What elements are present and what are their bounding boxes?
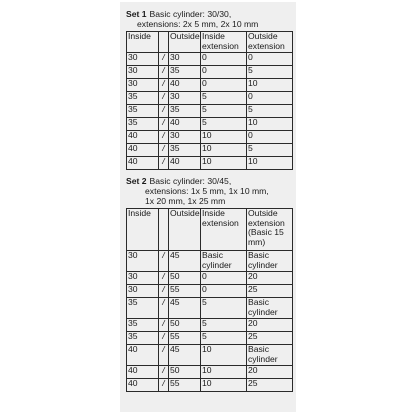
outside-cell: 30 [169, 131, 201, 144]
separator-cell: / [159, 332, 169, 345]
set2-table [126, 208, 293, 392]
outside-extension-cell: 20 [247, 272, 293, 285]
inside-cell: 40 [127, 144, 159, 157]
outside-extension-cell: 5 [247, 144, 293, 157]
set1-col-separator [159, 32, 169, 53]
inside-extension-cell: 0 [201, 272, 247, 285]
inside-cell: 35 [127, 92, 159, 105]
outside-cell: 55 [169, 379, 201, 392]
outside-cell: 30 [169, 53, 201, 66]
outside-cell: 50 [169, 272, 201, 285]
separator-cell: / [159, 285, 169, 298]
inside-extension-cell: 10 [201, 345, 247, 366]
set1-header-row [127, 32, 293, 53]
outside-cell: 50 [169, 319, 201, 332]
table-row [127, 319, 293, 332]
set2-header-row [127, 209, 293, 251]
table-row [127, 345, 293, 366]
table-row [127, 53, 293, 66]
outside-extension-cell: 0 [247, 92, 293, 105]
outside-cell: 55 [169, 285, 201, 298]
outside-cell: 40 [169, 157, 201, 170]
table-row [127, 332, 293, 345]
inside-cell: 30 [127, 285, 159, 298]
inside-cell: 30 [127, 79, 159, 92]
table-row [127, 144, 293, 157]
set2-col-outside: Outside [169, 209, 201, 251]
separator-cell: / [159, 379, 169, 392]
table-row [127, 131, 293, 144]
table-row [127, 366, 293, 379]
outside-cell: 40 [169, 118, 201, 131]
inside-cell: 30 [127, 66, 159, 79]
inside-cell: 30 [127, 251, 159, 272]
separator-cell: / [159, 345, 169, 366]
set1-col-outside: Outside [169, 32, 201, 53]
inside-cell: 30 [127, 53, 159, 66]
set1-col-outside-extension: Outside extension [247, 32, 293, 53]
set2-col-inside-extension: Inside extension [201, 209, 247, 251]
outside-extension-cell: 0 [247, 131, 293, 144]
separator-cell: / [159, 157, 169, 170]
outside-extension-cell: 20 [247, 319, 293, 332]
inside-extension-cell: 5 [201, 118, 247, 131]
separator-cell: / [159, 79, 169, 92]
inside-extension-cell: 5 [201, 105, 247, 118]
inside-extension-cell: 10 [201, 157, 247, 170]
inside-extension-cell: 0 [201, 53, 247, 66]
set2-line1: Basic cylinder: 30/45, [149, 176, 232, 186]
inside-extension-cell: 0 [201, 285, 247, 298]
inside-extension-cell: Basic cylinder [201, 251, 247, 272]
outside-cell: 30 [169, 92, 201, 105]
separator-cell: / [159, 66, 169, 79]
outside-extension-cell: 10 [247, 157, 293, 170]
table-row [127, 157, 293, 170]
outside-extension-cell: 20 [247, 366, 293, 379]
outside-cell: 50 [169, 366, 201, 379]
outside-extension-cell: 5 [247, 66, 293, 79]
outside-extension-cell: 25 [247, 332, 293, 345]
outside-cell: 45 [169, 298, 201, 319]
set1-col-inside: Inside [127, 32, 159, 53]
table-row [127, 92, 293, 105]
outside-extension-cell: 10 [247, 118, 293, 131]
outside-extension-cell: 0 [247, 53, 293, 66]
table-row [127, 285, 293, 298]
table-row [127, 66, 293, 79]
separator-cell: / [159, 118, 169, 131]
table-row [127, 251, 293, 272]
inside-extension-cell: 10 [201, 366, 247, 379]
set1-line1: Basic cylinder: 30/30, [149, 9, 232, 19]
outside-cell: 35 [169, 66, 201, 79]
set2-col-separator [159, 209, 169, 251]
inside-extension-cell: 10 [201, 379, 247, 392]
table-row [127, 79, 293, 92]
table-row [127, 298, 293, 319]
inside-extension-cell: 0 [201, 79, 247, 92]
outside-cell: 45 [169, 251, 201, 272]
set1-table [126, 31, 293, 170]
outside-cell: 35 [169, 144, 201, 157]
inside-extension-cell: 5 [201, 319, 247, 332]
table-row [127, 379, 293, 392]
separator-cell: / [159, 272, 169, 285]
separator-cell: / [159, 53, 169, 66]
inside-cell: 40 [127, 131, 159, 144]
inside-cell: 30 [127, 272, 159, 285]
outside-cell: 45 [169, 345, 201, 366]
inside-cell: 40 [127, 366, 159, 379]
outside-extension-cell: 10 [247, 79, 293, 92]
inside-extension-cell: 5 [201, 332, 247, 345]
inside-extension-cell: 0 [201, 66, 247, 79]
inside-extension-cell: 10 [201, 144, 247, 157]
set1-label: Set 1 [126, 9, 147, 19]
set2-col-inside: Inside [127, 209, 159, 251]
separator-cell: / [159, 92, 169, 105]
set1-heading [126, 9, 231, 19]
set2-heading-line2: extensions: 1x 5 mm, 1x 10 mm, [145, 186, 269, 196]
outside-extension-cell: 25 [247, 379, 293, 392]
inside-extension-cell: 10 [201, 131, 247, 144]
outside-extension-cell: 25 [247, 285, 293, 298]
inside-cell: 35 [127, 118, 159, 131]
separator-cell: / [159, 298, 169, 319]
inside-cell: 35 [127, 319, 159, 332]
set2-label: Set 2 [126, 176, 147, 186]
set2-heading [126, 176, 231, 186]
separator-cell: / [159, 251, 169, 272]
outside-extension-cell: Basic cylinder [247, 298, 293, 319]
inside-cell: 35 [127, 298, 159, 319]
outside-extension-cell: Basic cylinder [247, 251, 293, 272]
inside-extension-cell: 5 [201, 298, 247, 319]
separator-cell: / [159, 131, 169, 144]
inside-cell: 40 [127, 345, 159, 366]
table-row [127, 105, 293, 118]
separator-cell: / [159, 366, 169, 379]
inside-cell: 35 [127, 332, 159, 345]
set1-col-inside-extension: Inside extension [201, 32, 247, 53]
set2-col-outside-extension: Outside extension (Basic 15 mm) [247, 209, 293, 251]
outside-extension-cell: 5 [247, 105, 293, 118]
inside-extension-cell: 5 [201, 92, 247, 105]
outside-cell: 55 [169, 332, 201, 345]
inside-cell: 35 [127, 105, 159, 118]
separator-cell: / [159, 144, 169, 157]
outside-extension-cell: Basic cylinder [247, 345, 293, 366]
inside-cell: 40 [127, 157, 159, 170]
separator-cell: / [159, 105, 169, 118]
set1-heading-line2: extensions: 2x 5 mm, 2x 10 mm [137, 19, 259, 29]
separator-cell: / [159, 319, 169, 332]
table-row [127, 118, 293, 131]
set2-heading-line3: 1x 20 mm, 1x 25 mm [145, 196, 226, 206]
table-row [127, 272, 293, 285]
outside-cell: 35 [169, 105, 201, 118]
outside-cell: 40 [169, 79, 201, 92]
inside-cell: 40 [127, 379, 159, 392]
